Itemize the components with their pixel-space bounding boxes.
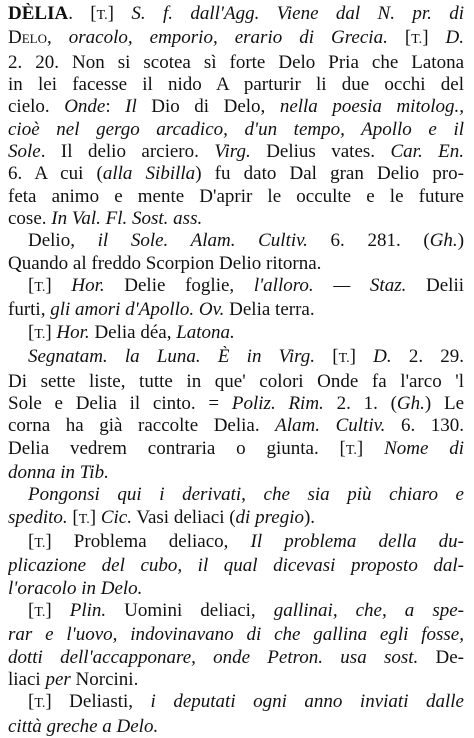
text-segment: dotti dell'accapponare, onde Petron. usa sost. xyxy=(8,646,419,668)
text-segment: T. xyxy=(78,511,90,527)
text-line xyxy=(8,3,464,27)
text-segment: 2. 20. Non si scotea sì forte Delo Pria che Latona xyxy=(8,51,464,73)
text-segment: gli amori d'Apollo. Ov. xyxy=(50,299,225,321)
text-segment: Nome di xyxy=(384,437,464,459)
text-line xyxy=(8,96,464,118)
text-segment: ] xyxy=(45,275,72,297)
text-segment: ) fu dato Dal gran Delio pro- xyxy=(195,163,464,185)
text-line xyxy=(8,691,464,715)
text-segment: Vasi deliaci ( xyxy=(131,506,236,528)
text-segment: 2. 1. ( xyxy=(323,392,397,414)
text-segment: Delii xyxy=(406,275,464,297)
text-segment: 6. 281. ( xyxy=(307,230,430,252)
text-line xyxy=(8,253,464,275)
text-segment: Sole xyxy=(8,141,41,163)
text-line xyxy=(8,163,464,185)
text-segment: Plin. xyxy=(69,599,107,621)
text-segment: [ xyxy=(67,506,79,528)
text-segment: l'oracolo in Delo. xyxy=(8,577,143,599)
text-line xyxy=(8,208,464,230)
text-segment: 6. A cui ( xyxy=(8,163,103,185)
text-segment: T. xyxy=(338,351,350,367)
text-line xyxy=(8,371,464,393)
text-segment: Segnatam. la Luna. È in Virg. xyxy=(28,346,316,368)
text-segment: Poliz. Rim. xyxy=(231,392,324,414)
text-segment: Delia déa, xyxy=(89,321,177,343)
text-segment: Gh. xyxy=(396,392,425,414)
text-segment: Onde xyxy=(64,96,106,118)
text-segment: ] xyxy=(45,599,70,621)
text-segment: T. xyxy=(34,326,46,342)
text-segment: ). xyxy=(303,506,316,528)
text-line xyxy=(8,555,464,577)
text-segment: S. f. dall'Agg. Viene dal N. pr. di xyxy=(131,3,464,24)
text-segment: Sole e Delia il cinto. = xyxy=(8,392,232,414)
text-segment: T. xyxy=(96,8,108,23)
text-segment: Delius vates. xyxy=(250,141,391,163)
text-segment: ] Problema deliaco, xyxy=(45,530,251,552)
text-segment: [ xyxy=(28,530,35,552)
text-line xyxy=(8,624,464,646)
text-segment: ) xyxy=(457,230,464,252)
text-segment: cielo. xyxy=(8,96,65,118)
text-segment: 6. 130. xyxy=(385,415,464,437)
text-segment: Hor. xyxy=(56,321,90,343)
text-segment: plicazione del cubo, il qual dicevasi proposto dal- xyxy=(8,555,464,577)
text-segment: De- xyxy=(418,646,464,668)
text-segment: ] xyxy=(356,437,385,459)
text-segment: ] xyxy=(107,3,132,24)
text-segment: rar e l'uovo, indovinavano di che gallina egli fosse, xyxy=(8,624,464,646)
text-segment: corna ha già raccolte Delia. xyxy=(8,415,276,437)
text-segment: T. xyxy=(345,442,357,458)
text-line xyxy=(8,716,464,738)
text-segment: Delo xyxy=(8,27,47,49)
text-segment: Gh. xyxy=(429,230,458,252)
text-segment: [ xyxy=(28,275,35,297)
text-line xyxy=(8,346,464,370)
text-segment: [ xyxy=(28,691,35,713)
text-line xyxy=(8,52,464,74)
text-segment: T. xyxy=(34,604,46,620)
text-line xyxy=(8,299,464,321)
text-segment: T. xyxy=(411,32,423,48)
text-segment: di pregio xyxy=(235,506,304,528)
headword: DÈLIA xyxy=(8,3,69,24)
text-line xyxy=(8,578,464,600)
text-segment: In Val. Fl. Sost. ass. xyxy=(51,208,203,230)
text-segment: cioè nel gergo arcadico, d'un tempo, Apollo e il xyxy=(8,118,464,140)
text-segment: T. xyxy=(34,696,46,712)
text-segment: ] xyxy=(422,27,446,49)
text-segment: [ xyxy=(28,321,35,343)
text-segment: il Sole. Alam. Cultiv. xyxy=(97,230,308,252)
text-segment: ] xyxy=(349,346,374,368)
text-line xyxy=(8,647,464,669)
text-line xyxy=(8,669,464,691)
text-segment: Delia vedrem contraria o giunta. [ xyxy=(8,437,346,459)
text-line xyxy=(8,230,464,252)
text-line xyxy=(8,531,464,555)
text-segment: Pongonsi qui i derivati, che sia più chiaro e xyxy=(28,484,464,506)
text-segment: ] xyxy=(45,321,57,343)
text-segment: feta animo e mente D'aprir le occulte e le future xyxy=(8,185,464,207)
text-segment: Il xyxy=(125,96,137,118)
text-segment: Delio, xyxy=(28,230,98,252)
text-segment: T. xyxy=(34,535,46,551)
text-segment: Hor. xyxy=(71,275,105,297)
text-line xyxy=(8,275,464,299)
text-segment: Virg. xyxy=(214,141,251,163)
text-line xyxy=(8,462,464,484)
text-segment: 2. 29. xyxy=(391,346,464,368)
text-segment: per xyxy=(45,668,71,690)
text-line xyxy=(8,74,464,96)
text-segment: in lei facesse il nido A parturir li due occhi del xyxy=(8,74,464,96)
text-segment: nella poesia mitolog., xyxy=(279,96,464,118)
text-segment: furti, xyxy=(8,299,51,321)
text-segment: Uomini deliaci, xyxy=(106,599,274,621)
text-segment: città greche a Delo. xyxy=(8,715,159,737)
text-segment: Norcini. xyxy=(70,668,139,690)
text-segment: Delie foglie, xyxy=(104,275,254,297)
text-line xyxy=(8,141,464,163)
text-segment: . Il delio arciero. xyxy=(40,141,215,163)
text-segment: Car. En. xyxy=(390,141,464,163)
text-line xyxy=(8,27,464,51)
text-line xyxy=(8,393,464,415)
text-segment: ] xyxy=(89,506,101,528)
text-line xyxy=(8,186,464,208)
text-segment: gallinai, che, a spe- xyxy=(273,599,464,621)
text-segment: [ xyxy=(315,346,339,368)
text-segment: Latona. xyxy=(176,321,235,343)
text-segment: D. xyxy=(373,346,392,368)
text-segment: [ xyxy=(28,599,35,621)
text-segment: spedito. xyxy=(8,506,68,528)
text-line xyxy=(8,507,464,531)
text-line xyxy=(8,438,464,462)
text-segment: D. xyxy=(445,27,464,49)
text-segment: ] Deliasti, xyxy=(45,691,151,713)
text-line xyxy=(8,415,464,437)
text-segment: i deputati ogni anno inviati dalle xyxy=(150,691,464,713)
text-segment: donna in Tib. xyxy=(8,461,109,483)
text-segment: l'alloro. — Staz. xyxy=(253,275,407,297)
text-segment: , xyxy=(47,27,69,49)
text-segment: T. xyxy=(34,280,46,296)
text-segment: cose. xyxy=(8,208,52,230)
text-line xyxy=(8,322,464,346)
text-segment: Delia terra. xyxy=(224,299,315,321)
text-line xyxy=(8,119,464,141)
text-segment: . [ xyxy=(68,3,97,24)
text-segment: oracolo, emporio, erario di Grecia. xyxy=(68,27,388,49)
text-segment: Il problema della du- xyxy=(250,530,464,552)
text-segment: Dio di Delo, xyxy=(136,96,280,118)
text-segment: [ xyxy=(387,27,412,49)
text-line xyxy=(8,484,464,506)
dictionary-entry-delia xyxy=(8,3,464,738)
text-segment: Quando al freddo Scorpion Delio ritorna. xyxy=(8,252,322,274)
text-segment: liaci xyxy=(8,668,46,690)
text-segment: Di sette liste, tutte in que' colori Onde fa l'arco 'l xyxy=(8,370,464,392)
text-segment: alla Sibilla xyxy=(102,163,196,185)
text-segment: ) Le xyxy=(424,392,464,414)
text-segment: : xyxy=(105,96,126,118)
text-segment: Alam. Cultiv. xyxy=(275,415,386,437)
text-segment: Cic. xyxy=(100,506,132,528)
text-line xyxy=(8,600,464,624)
